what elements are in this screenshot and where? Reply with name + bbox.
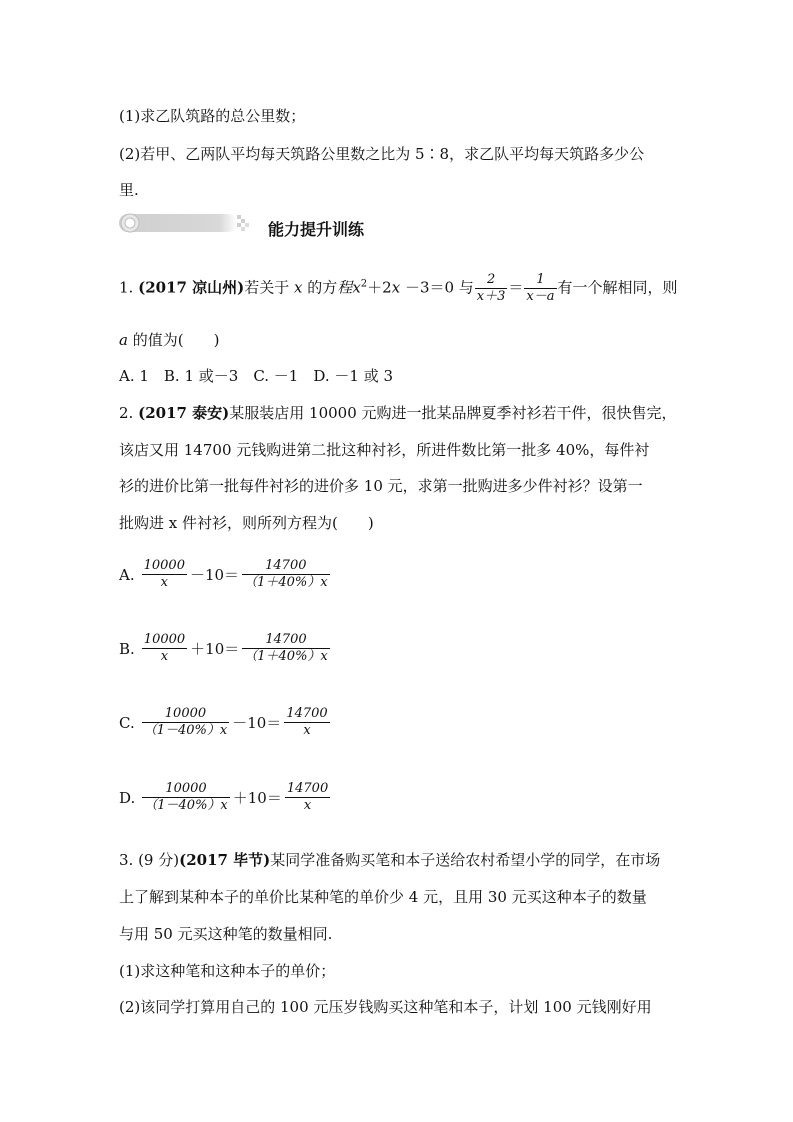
fraction-denominator: x	[303, 723, 311, 738]
problem-2-option-c	[119, 706, 331, 739]
problem-3-source: (2017 毕节)	[179, 851, 271, 869]
intro-question-2-line-1: (2)若甲、乙两队平均每天筑路公里数之比为 5∶8，求乙队平均每天筑路多少公	[119, 145, 645, 163]
problem-1-text-a: 若关于	[244, 278, 295, 297]
intro-question-1: (1)求乙队筑路的总公里数；	[119, 107, 306, 125]
fraction-denominator: x	[303, 798, 312, 813]
fraction-numerator: 10000	[143, 558, 185, 573]
option-operator: ＋10＝	[232, 789, 282, 807]
problem-1-text-c: 有一个解相同，则	[557, 278, 678, 297]
option-operator: ＋10＝	[190, 640, 240, 658]
fraction-numerator: 14700	[286, 706, 328, 721]
section-title: 能力提升训练	[268, 220, 365, 239]
problem-1-text-b-italic: 程	[337, 278, 353, 297]
problem-1-eq-sup: 2	[360, 278, 368, 290]
problem-1-source: (2017 凉山州)	[138, 278, 245, 297]
option-left-fraction	[142, 632, 187, 665]
problem-3-number: 3. (9 分)	[119, 851, 180, 869]
fraction-denominator: x－a	[526, 289, 555, 304]
option-left-fraction	[142, 781, 230, 814]
section-banner-icon	[119, 211, 254, 235]
fraction-numerator: 14700	[265, 558, 307, 573]
fraction-numerator: 10000	[165, 781, 207, 796]
problem-1-fraction-2	[524, 272, 556, 305]
problem-2-text: 某服装店用 10000 元购进一批某品牌夏季衬衫若干件，很快售完，	[229, 404, 677, 422]
problem-1-eq-x2: x	[391, 278, 401, 297]
fraction-numerator: 10000	[143, 632, 186, 647]
problem-3-line-1	[119, 850, 660, 870]
option-left-fraction	[142, 558, 187, 591]
fraction-numerator: 2	[486, 272, 496, 287]
option-right-fraction	[285, 781, 330, 814]
problem-1-fraction-1	[475, 272, 508, 305]
problem-2-line-2: 该店又用 14700 元钱购进第二批这种衬衫，所进件数比第一批多 40%，每件衬	[119, 441, 650, 459]
option-label: B.	[119, 639, 135, 658]
problem-3-text: 某同学准备购买笔和本子送给农村希望小学的同学，在市场	[270, 851, 661, 869]
problem-1-text-b: 的方	[302, 278, 338, 297]
fraction-denominator: （1－40%）x	[144, 798, 228, 813]
fraction-numerator: 10000	[164, 706, 207, 721]
option-operator: －10＝	[232, 714, 282, 732]
problem-2-line-3: 衫的进价比第一批每件衬衫的进价多 10 元，求第一批购进多少件衬衫？设第一	[119, 477, 643, 495]
fraction-denominator: （1＋40%）x	[244, 575, 328, 590]
problem-1-line-1	[119, 272, 678, 305]
problem-3-line-2: 上了解到某种本子的单价比某种笔的单价少 4 元，且用 30 元买这种本子的数量	[119, 888, 647, 906]
problem-3-line-3: 与用 50 元买这种笔的数量相同.	[119, 925, 333, 943]
option-left-fraction	[142, 706, 230, 739]
problem-2-option-d	[119, 781, 331, 814]
problem-1-number: 1.	[119, 278, 139, 297]
problem-2-option-b	[119, 632, 331, 665]
option-operator: －10＝	[189, 566, 240, 584]
problem-2-line-1	[119, 403, 677, 423]
fraction-numerator: 1	[536, 272, 545, 287]
problem-2-option-a	[119, 558, 331, 591]
option-label: C.	[119, 713, 135, 732]
problem-1-equals: ＝	[508, 278, 524, 297]
option-right-fraction	[284, 706, 329, 739]
option-right-fraction	[242, 632, 330, 665]
fraction-denominator: （1＋40%）x	[244, 649, 328, 664]
fraction-denominator: x	[160, 649, 169, 664]
fraction-denominator: x＋3	[476, 289, 506, 304]
problem-1-eq-plus: ＋2	[367, 278, 392, 297]
problem-2-line-4: 批购进 x 件衬衫，则所列方程为( )	[119, 514, 374, 532]
option-label: A.	[119, 565, 135, 584]
problem-1-question: 的值为( )	[127, 331, 220, 349]
fraction-denominator: x	[160, 575, 168, 590]
problem-1-var-a: a	[119, 331, 128, 349]
problem-1-eq-x: x	[352, 278, 361, 297]
problem-1-eq-rest: －3＝0 与	[400, 278, 474, 297]
problem-1-var-x: x	[294, 278, 303, 297]
fraction-numerator: 14700	[265, 632, 307, 647]
problem-2-source: (2017 泰安)	[138, 404, 230, 422]
option-label: D.	[119, 788, 136, 807]
option-right-fraction	[242, 558, 330, 591]
problem-3-question-2: (2)该同学打算用自己的 100 元压岁钱购买这种笔和本子，计划 100 元钱刚好用	[119, 998, 652, 1016]
fraction-numerator: 14700	[286, 781, 329, 796]
intro-question-2-line-2: 里.	[119, 181, 139, 199]
problem-2-number: 2.	[119, 404, 139, 422]
problem-3-question-1: (1)求这种笔和这种本子的单价；	[119, 962, 336, 980]
problem-1-line-2	[119, 330, 219, 350]
fraction-denominator: （1－40%）x	[143, 723, 228, 738]
problem-1-choices: A. 1 B. 1 或－3 C. －1 D. －1 或 3	[119, 367, 393, 385]
